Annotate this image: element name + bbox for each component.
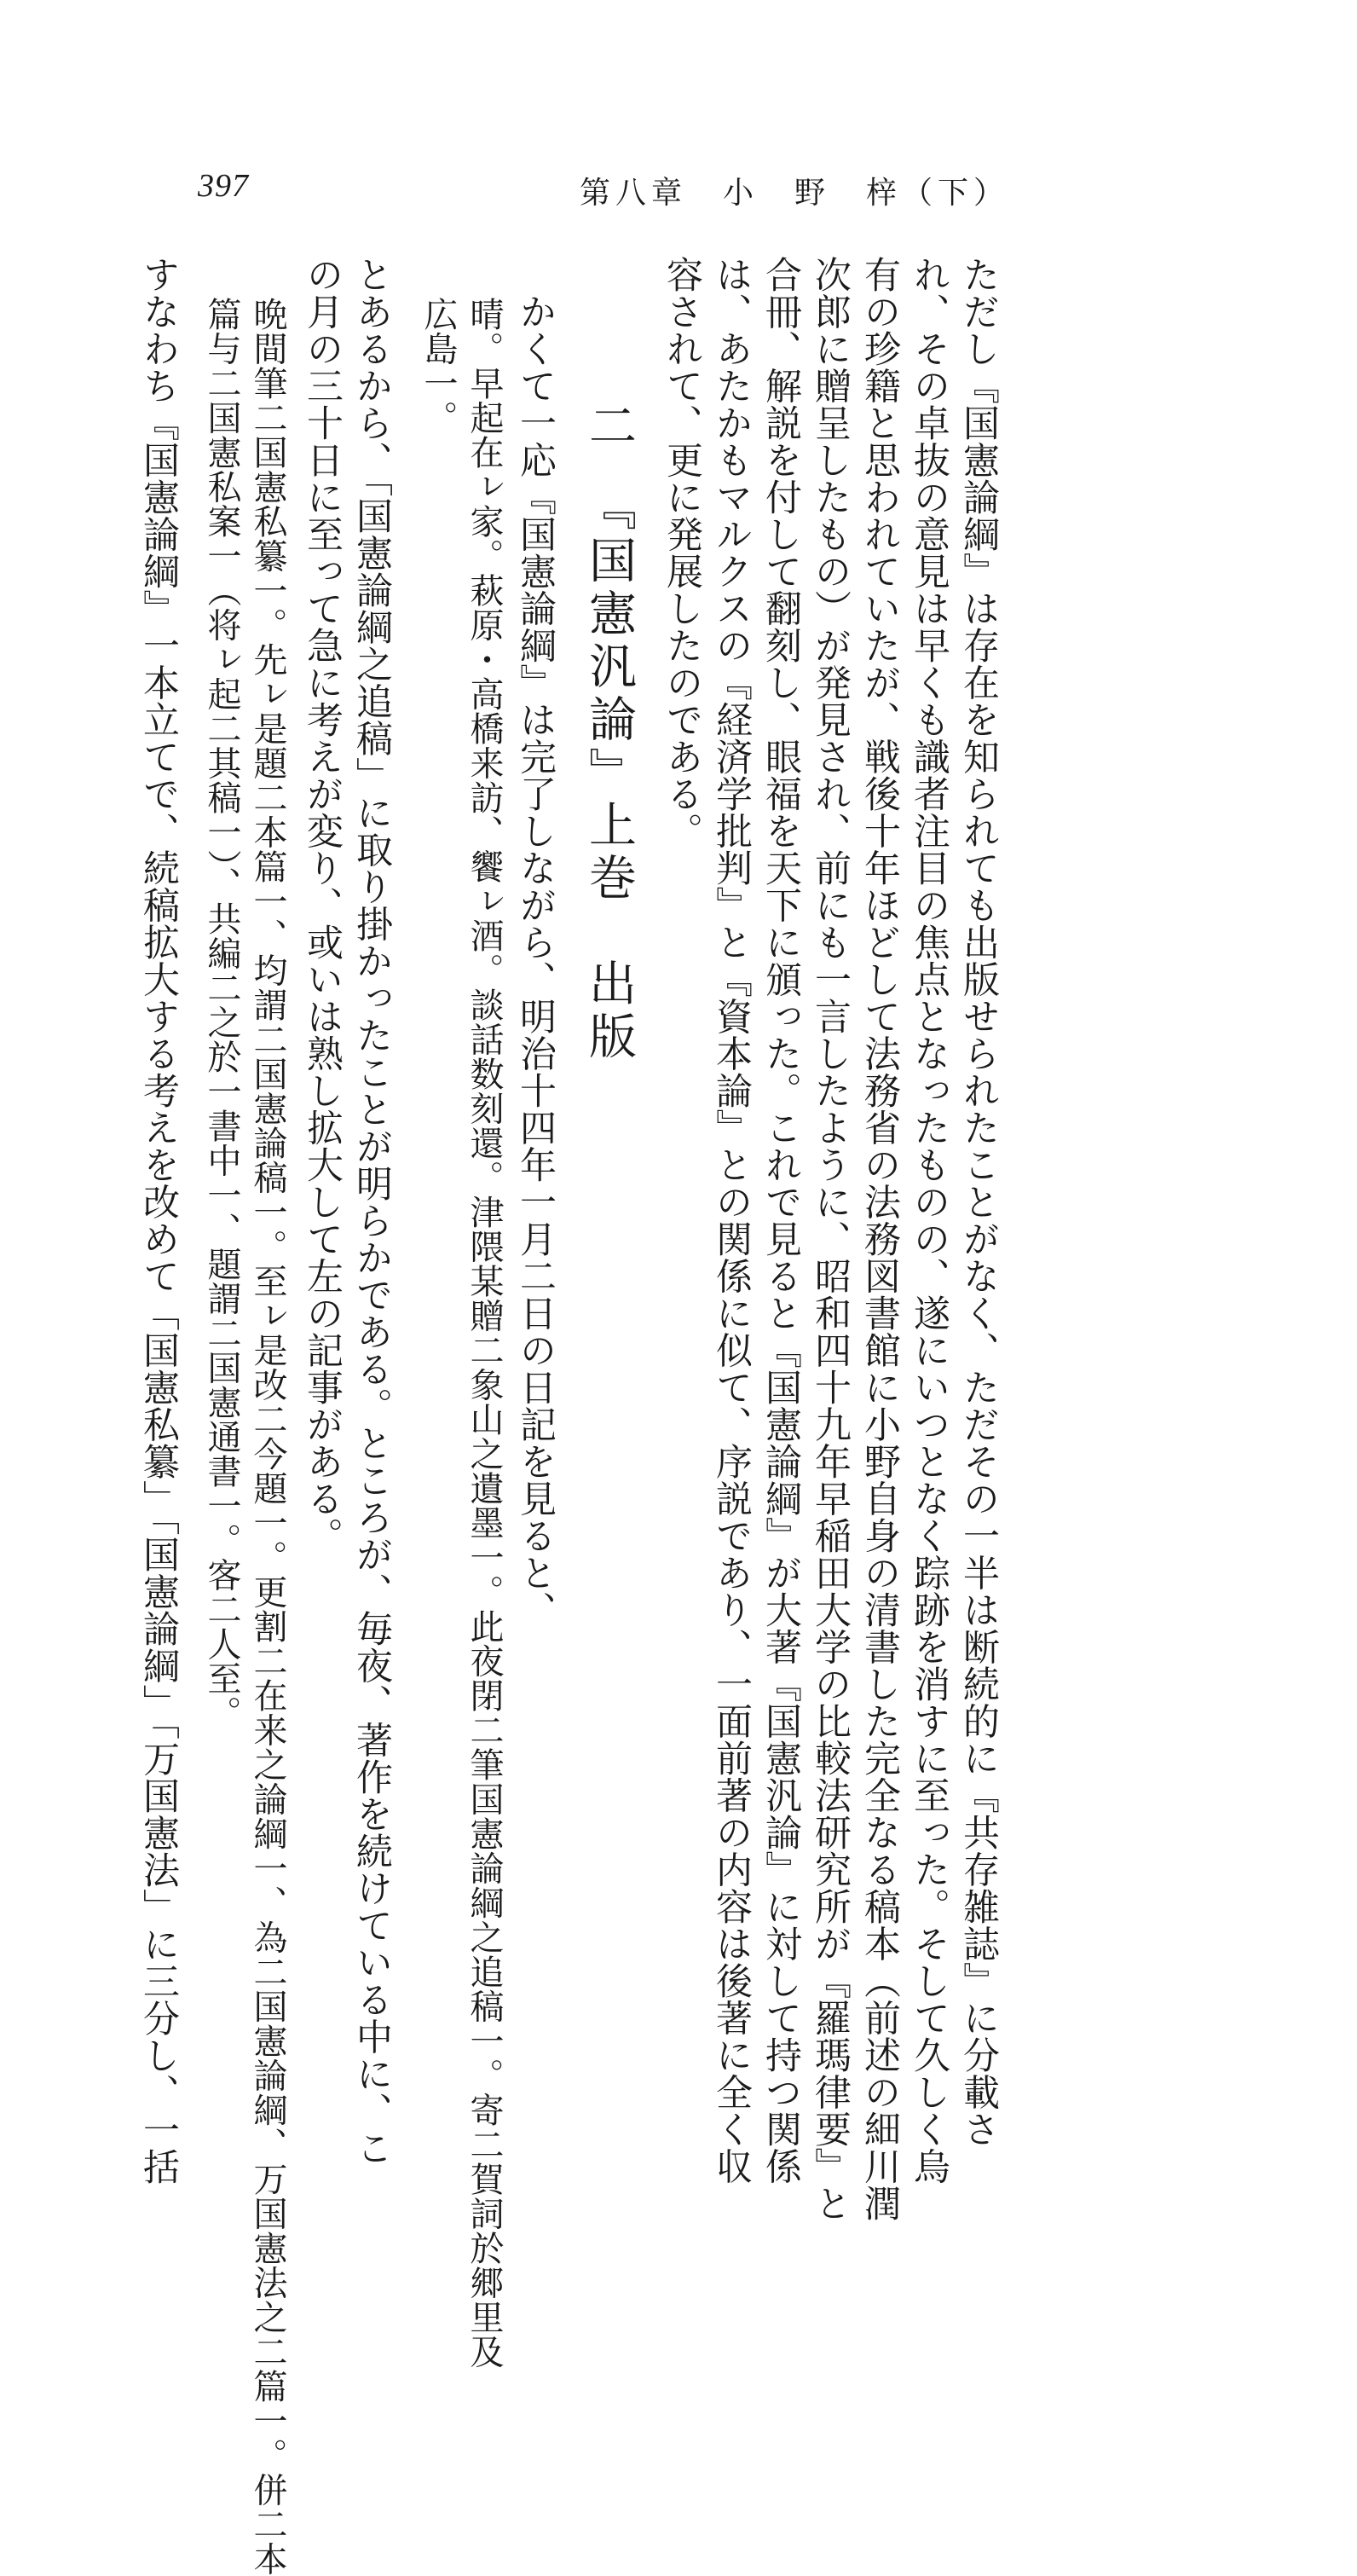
body-column-5: 合冊、解説を付して翻刻し、眼福を天下に頒った。これで見ると『国憲論綱』が大著『国憲汎論』に対して持つ関係 [759,256,802,2185]
body-column-2: れ、その卓抜の意見は早くも識者注目の焦点となったものの、遂にいつとなく踪跡を消すに至った。そして久しく烏 [908,256,950,2185]
body-column-3: 有の珍籍と思われていたが、戦後十年ほどして法務省の法務図書館に小野自身の清書した完全なる稿本（前述の細川潤 [858,256,901,2222]
page-number: 397 [198,168,249,204]
section-heading: 二 『国憲汎論』上巻 出版 [581,401,637,1064]
body-column-10: の月の三十日に至って急に考えが変り、或いは熟し拡大して左の記事がある。 [301,256,344,1554]
body-column-11: すなわち『国憲論綱』一本立てで、続稿拡大する考えを改めて「国憲私纂」「国憲論綱」「万国憲法」に三分し、一括 [137,256,180,2185]
diary-quote-line-4: 篇与二国憲私案一（将ㇾ起二其稿一）、共編二之於一書中一、題謂二国憲通書一。客二人至。 [202,297,241,1730]
body-column-8: かくて一応『国憲論綱』は完了しながら、明治十四年一月二日の日記を見ると、 [514,256,557,1629]
diary-quote-line-2: 広島一。 [419,297,458,435]
body-column-7: 容されて、更に発展したのである。 [661,256,703,849]
body-column-1: ただし『国憲論綱』は存在を知られても出版せられたことがなく、ただその一半は断続的に『共存雑誌』に分載さ [957,256,1000,2148]
body-column-6: は、あたかもマルクスの『経済学批判』と『資本論』との関係に似て、序説であり、一面前著の内容は後著に全く収 [710,256,753,2185]
body-column-4: 次郎に贈呈したもの）が発見され、前にも一言したように、昭和四十九年早稲田大学の比較法研究所が『羅瑪律要』と [809,256,852,2222]
running-head: 第八章 小 野 梓（下） [580,176,1010,211]
diary-quote-line-3: 晩間筆二国憲私纂一。先ㇾ是題二本篇一、均謂二国憲論稿一。至ㇾ是改二今題一。更割二在来之論綱一、為二国憲論綱、万国憲法之二篇一。併二本 [248,297,287,2576]
body-column-9: とあるから、「国憲論綱之追稿」に取り掛かったことが明らかである。ところが、毎夜、著作を続けている中に、こ [350,256,393,2167]
diary-quote-line-1: 晴。早起在ㇾ家。萩原・高橋来訪、饗ㇾ酒。談話数刻還。津隈某贈二象山之遺墨一。此夜閉二筆国憲論綱之追稿一。寄二賀詞於郷里及 [465,297,504,2369]
